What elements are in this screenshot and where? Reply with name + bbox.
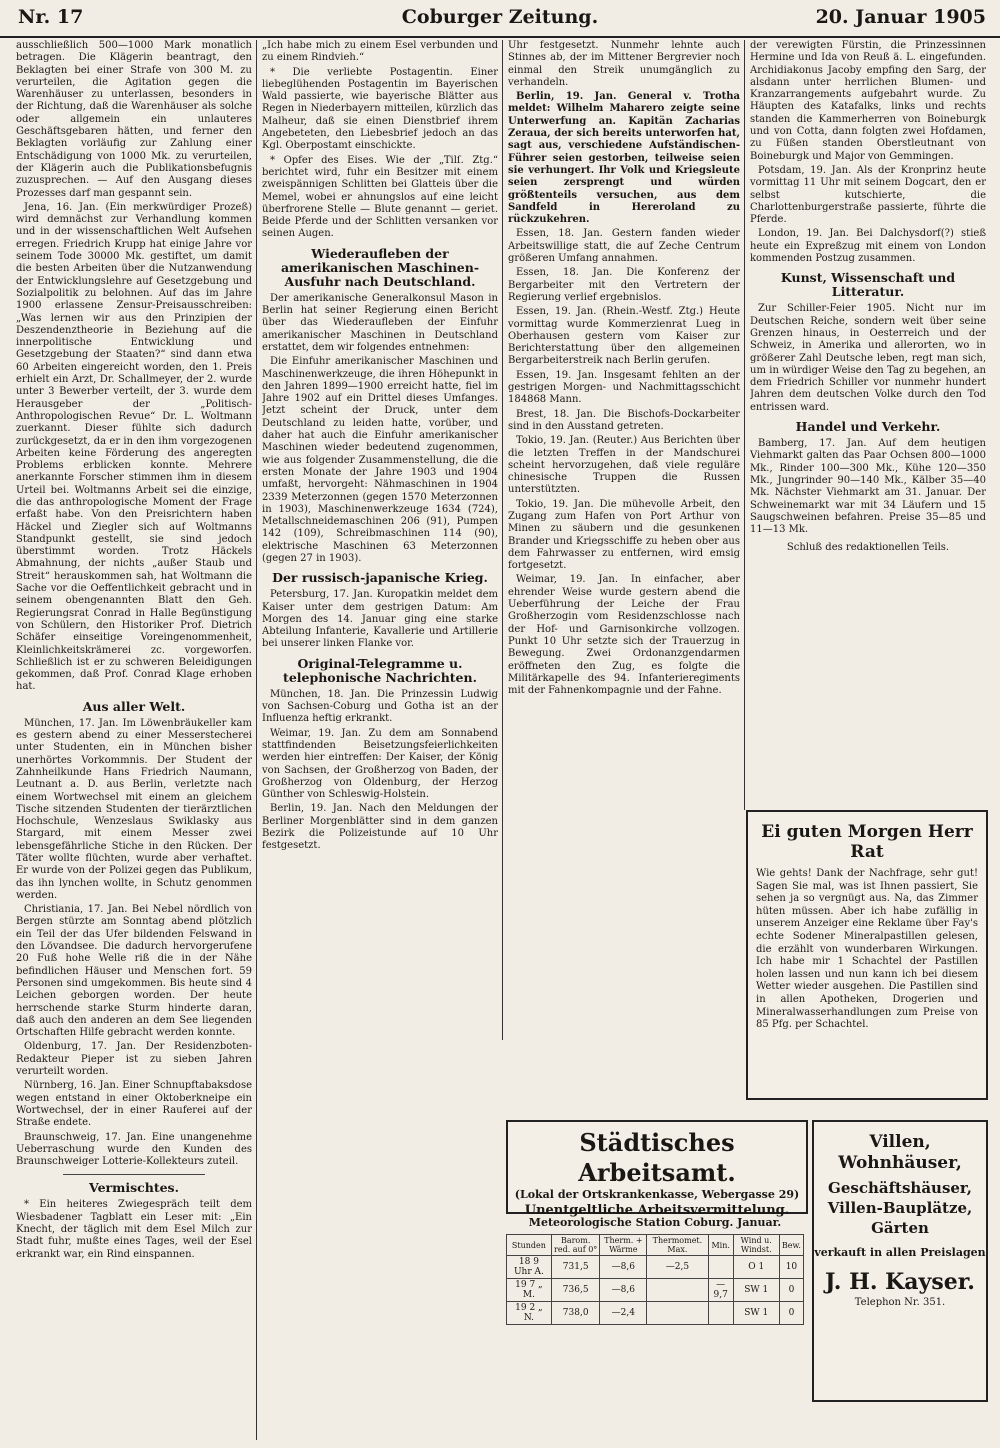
article-paragraph: Tokio, 19. Jan. Die mühevolle Arbeit, den Zugang zum Hafen von Port Arthur von Minen zu säubern und die gesunkenen Brander und Kriegsschiffe zu heben ober aus dem Fahrwasser zu entfernen, wird emsig fortgesetzt. — [508, 498, 740, 572]
article-paragraph: Essen, 18. Jan. Gestern fanden wieder Arbeitswillige statt, die auf Zeche Centrum größeren Umfang annahmen. — [508, 228, 740, 265]
article-paragraph: Berlin, 19. Jan. General v. Trotha meldet: Wilhelm Maharero zeigte seine Unterwerfung an. Kapitän Zacharias Zeraua, der sich bereits unterworfen hat, sagt aus, verschiedene Aufständischen-Führer seien gestorben, teilweise seien sie verhungert. Ihr Volk und Kriegsleute seien zersprengt und würden größtenteils versuchen, aus dem Sandfeld in Hereroland zu rückzukehren. — [508, 91, 740, 226]
article-paragraph: Potsdam, 19. Jan. Als der Kronprinz heute vormittag 11 Uhr mit seinem Dogcart, den er selbst kutschierte, die Charlottenburgerstraße passierte, führte die Pferde. — [750, 164, 986, 226]
article-paragraph: Weimar, 19. Jan. In einfacher, aber ehrender Weise wurde gestern abend die Ueberführung der Leiche der Frau Großherzogin vom Residenzschlosse nach der Hof- und Garnisonkirche vollzogen. Punkt 10 Uhr setzte sich der Trauerzug in Bewegung. Zwei Ordonanzgendarmen eröffneten den Zug, es folgte die Militärkapelle des 94. Infanterieregiments mit der Fahnenkompagnie und der Fahne. — [508, 574, 740, 697]
section-heading: Vermischtes. — [89, 1180, 179, 1196]
weather-header-cell: Wind u. Windst. — [733, 1235, 779, 1256]
column-1 — [16, 40, 252, 1440]
weather-cell: —8,6 — [600, 1279, 647, 1302]
weather-row — [507, 1302, 804, 1325]
article-paragraph: Weimar, 19. Jan. Zu dem am Sonnabend stattfindenden Beisetzungsfeierlichkeiten werden hier eintreffen: Der Kaiser, der König von Sachsen, der Großherzog von Baden, der Großherzog von Oldenburg, der Herzog Günther von Schleswig-Holstein. — [262, 727, 498, 801]
ad-realestate-line1: Villen, Wohnhäuser, — [838, 1132, 962, 1173]
weather-cell: 0 — [779, 1279, 803, 1302]
article-paragraph: Essen, 18. Jan. Die Konferenz der Bergarbeiter mit den Vertretern der Regierung verlief ergebnislos. — [508, 267, 740, 303]
weather-cell: 738,0 — [551, 1302, 600, 1325]
article-paragraph: Petersburg, 17. Jan. Kuropatkin meldet dem Kaiser unter dem gestrigen Datum: Am Morgen des 14. Januar ging eine starke Abteilung Infanterie, Kavallerie und Artillerie bei unserer linken Flanke vor. — [262, 589, 498, 650]
article-paragraph: Christiania, 17. Jan. Bei Nebel nördlich von Bergen stürzte am Sonntag abend plötzlich ein Teil der das Ufer bildenden Felswand in den Lövandsee. Die dadurch hervorgerufene 20 Fuß hohe Welle riß die in der Nähe befindlichen Häuser und Menschen fort. 59 Personen sind umgekommen. Bis heute sind 4 Leichen geborgen worden. Der heute herrschende starke Sturm hinderte daran, daß auch den anderen an dem See liegenden Ortschaften Hilfe gebracht werden konnte. — [16, 904, 252, 1039]
weather-cell: 19 2 „ N. — [507, 1302, 552, 1325]
end-of-editorial: Schluß des redaktionellen Teils. — [786, 542, 950, 554]
weather-cell: SW 1 — [733, 1302, 779, 1325]
article-paragraph: * Die verliebte Postagentin. Einer liebeglühenden Postagentin im Bayerischen Wald passierte, wie bayerische Blätter aus Regen in Niederbayern mitteilen, kürzlich das Malheur, daß sie einen Dienstbrief ihrem Angebeteten, den Liebesbrief jedoch an das Kgl. Oberpostamt einschickte. — [262, 66, 498, 152]
weather-header-cell: Therm. + Wärme — [600, 1235, 647, 1256]
article-paragraph: Die Einfuhr amerikanischer Maschinen und Maschinenwerkzeuge, die ihren Höhepunkt in den Jahren 1899—1900 erreicht hatte, fiel im Jahre 1902 auf ein Drittel dieses Umfanges. Jetzt scheint der Druck, unter dem Deutschland zu leiden hatte, vorüber, und daher hat auch die Einfuhr amerikanischer Maschinen wieder bedeutend zugenommen, wie aus folgender Zusammenstellung, die die ersten Monate der Jahre 1903 und 1904 umfaßt, hervorgeht: Nähmaschinen in 1904 2339 Meterzonnen (gegen 1570 Meterzonnen in 1903), Maschinenwerkzeuge 1634 (724), Metallschneidemaschinen 206 (91), Pumpen 142 (109), Schreibmaschinen 114 (90), elektrische Maschinen 63 Meterzonnen (gegen 27 in 1903). — [262, 356, 498, 564]
article-paragraph: Braunschweig, 17. Jan. Eine unangenehme Ueberraschung wurde den Kunden des Braunschweiger Lotterie-Kollekteurs zuteil. — [16, 1131, 252, 1168]
weather-cell: SW 1 — [733, 1279, 779, 1302]
section-heading: Der russisch-japanische Krieg. — [272, 570, 488, 586]
weather-header-cell: Barom. red. auf 0° — [551, 1235, 600, 1256]
masthead — [0, 0, 1000, 38]
article-paragraph: Jena, 16. Jan. (Ein merkwürdiger Prozeß) wird demnächst zur Verhandlung kommen und in der wissenschaftlichen Welt Aufsehen erregen. Friedrich Krupp hat einige Jahre vor seinem Tode 30000 Mk. gestiftet, um damit die besten Arbeiten über die Nutzanwendung der Entwicklungslehre auf Gesetzgebung und Sozialpolitik zu belohnen. Auf das im Jahre 1900 erlassene Zensur-Preisausschreiben: „Was lernen wir aus den Prinzipien der Deszendenztheorie in Beziehung auf die innerpolitische Entwicklung und Gesetzgebung der Staaten?“ sind dann etwa 60 Arbeiten eingereicht worden, den 1. Preis erhielt ein Arzt, Dr. Schallmeyer, der 2. wurde unter 3 Bewerber verteilt, der 3. wurde dem Herausgeber der „Politisch-Anthropologischen Revue“ Dr. L. Woltmann zuerkannt. Dieser fühlte sich dadurch zurückgesetzt, da er in den ihm vorgezogenen Arbeiten keine Förderung des angeregten Problems erblicken konnte. Mehrere anerkannte Forscher stimmen ihm in diesem Urteil bei. Woltmanns Arbeit sei die einzige, die das anthropologische Moment der Frage erfaßt habe. Von den Preisrichtern haben Häckel und Ziegler sich auf Woltmanns Standpunkt gestellt, sie sind jedoch überstimmt worden. Trotz Häckels Abmahnung, der nichts „außer Staub und Streit“ herauskommen sah, hat Woltmann die Sache vor die Oeffentlichkeit gebracht und in seinem obengenannten Blatt den Geh. Regierungsrat Conrad in Halle Begünstigung von Schülern, den Historiker Prof. Dietrich Schäfer einseitige Voreingenommenheit, Kleinlichkeitskrämerei zc. vorgeworfen. Schließlich ist er zu schweren Beleidigungen gekommen, daß Prof. Conrad Klage erhoben hat. — [16, 201, 252, 693]
weather-header-cell: Thermomet. Max. — [647, 1235, 709, 1256]
issue-date: 20. Januar 1905 — [815, 6, 986, 28]
article-paragraph: Essen, 19. Jan. Insgesamt fehlten an der gestrigen Morgen- und Nachmittagsschicht 184868 Mann. — [508, 369, 740, 406]
article-paragraph: „Ich habe mich zu einem Esel verbunden und zu einem Rindvieh.“ — [262, 40, 498, 64]
weather-header-cell: Bew. — [779, 1235, 803, 1256]
weather-cell: 736,5 — [551, 1279, 600, 1302]
weather-row — [507, 1256, 804, 1279]
ad-realestate-line2: Geschäftshäuser, Villen-Bauplätze, Gärten — [827, 1179, 973, 1237]
article-paragraph: ausschließlich 500—1000 Mark monatlich betragen. Die Klägerin beantragt, den Beklagten bei einer Strafe von 300 M. zu verurteilen, die Agitation gegen die Warenhäuser zu unterlassen, besonders in der Richtung, daß die Warenhäuser als solche oder allgemein ein unlauteres Geschäftsgebaren hätten, und ferner den Beklagten vorläufig zur Zahlung einer Entschädigung von 1000 Mk. zu verurteilen, der Klägerin auch die Publikationsbefugnis zuzusprechen. — Auf den Ausgang dieses Prozesses darf man gespannt sein. — [16, 40, 252, 199]
ad-realestate-name: J. H. Kayser. — [825, 1269, 975, 1295]
ad-arbeitsamt-tagline: Unentgeltliche Arbeitsvermittelung. — [524, 1203, 790, 1218]
article-paragraph: München, 17. Jan. Im Löwenbräukeller kam es gestern abend zu einer Messerstecherei unter Studenten, ein in München bisher unerhörtes Vorkommnis. Der Student der Zahnheilkunde Hans Friedrich Naumann, Leutnant a. D. aus Berlin, verletzte nach einem Wortwechsel mit einem an gleichem Tische sitzenden Studenten der tierärztlichen Hochschule, Wenzeslaus Swiklasky aus Stargard, mit einem Messer zwei lebensgefährliche Stiche in den Rücken. Der Täter wollte flüchten, wurde aber verhaftet. Er wurde von der Polizei gegen das Publikum, das ihn lynchen wollte, in Schutz genommen werden. — [16, 717, 252, 901]
article-paragraph: London, 19. Jan. Bei Dalchysdorf(?) stieß heute ein Expreßzug mit einem von London kommenden Postzug zusammen. — [750, 228, 986, 265]
weather-report — [506, 1216, 804, 1396]
ad-arbeitsamt-title: Städtisches Arbeitsamt. — [578, 1128, 736, 1187]
column-rule — [744, 40, 745, 810]
weather-cell: —2,4 — [600, 1302, 647, 1325]
weather-cell: 10 — [779, 1256, 803, 1279]
article-paragraph: Uhr festgesetzt. Nunmehr lehnte auch Stinnes ab, der im Mittener Bergrevier noch einmal den Streik unumgänglich zu verhandeln. — [508, 40, 740, 88]
page-number: Nr. 17 — [18, 6, 84, 28]
article-paragraph: Brest, 18. Jan. Die Bischofs-Dockarbeiter sind in den Ausstand getreten. — [508, 408, 740, 432]
ad-real-estate — [812, 1120, 988, 1402]
article-paragraph: München, 18. Jan. Die Prinzessin Ludwig von Sachsen-Coburg und Gotha ist an der Influenza heftig erkrankt. — [262, 688, 498, 725]
weather-cell: 18 9 Uhr A. — [507, 1256, 552, 1279]
weather-cell: O 1 — [733, 1256, 779, 1279]
weather-cell — [708, 1256, 733, 1279]
section-heading: Wiederaufleben der amerikanischen Maschinen-Ausfuhr nach Deutschland. — [280, 245, 480, 289]
ad-realestate-phone: Telephon Nr. 351. — [854, 1297, 946, 1308]
newspaper-title: Coburger Zeitung. — [401, 6, 599, 28]
column-2 — [262, 40, 498, 1440]
ad-arbeitsamt — [506, 1120, 808, 1218]
weather-cell: —8,6 — [600, 1256, 647, 1279]
section-heading: Kunst, Wissenschaft und Litteratur. — [780, 270, 956, 300]
article-paragraph: Essen, 19. Jan. (Rhein.-Westf. Ztg.) Heute vormittag wurde Kommerzienrat Lueg in Oberhausen gestern vom Kaiser zur Berichterstattung über den allgemeinen Bergarbeiterstreik nach Berlin gerufen. — [508, 306, 740, 367]
weather-cell: 0 — [779, 1302, 803, 1325]
weather-row — [507, 1279, 804, 1302]
article-paragraph: Oldenburg, 17. Jan. Der Residenzboten-Redakteur Pieper ist zu sieben Jahren verurteilt worden. — [16, 1041, 252, 1078]
weather-header-cell: Min. — [708, 1235, 733, 1256]
article-paragraph: Der amerikanische Generalkonsul Mason in Berlin hat seiner Regierung einen Bericht über das Wiederaufleben der Einfuhr amerikanischer Maschinen in Deutschland erstattet, dem wir folgendes entnehmen: — [262, 292, 498, 353]
article-paragraph: Zur Schiller-Feier 1905. Nicht nur im Deutschen Reiche, sondern weit über seine Grenzen hinaus, in Oesterreich und der Schweiz, in Amerika und allerorten, wo in größerer Zahl Deutsche leben, regt man sich, um in würdiger Weise den Tag zu begehen, an dem Friedrich Schiller vor nunmehr hundert Jahren dem deutschen Volke durch den Tod entrissen ward. — [750, 303, 986, 413]
ad-arbeitsamt-address: (Lokal der Ortskrankenkasse, Webergasse 29) — [514, 1188, 800, 1201]
ad-realestate-line3: verkauft in allen Preislagen — [814, 1246, 986, 1259]
weather-title: Meteorologische Station Coburg. Januar. — [528, 1216, 782, 1229]
weather-cell: —2,5 — [647, 1256, 709, 1279]
weather-cell — [708, 1302, 733, 1325]
ad-headline: Ei guten Morgen Herr Rat — [761, 822, 973, 862]
column-rule — [256, 40, 257, 1440]
weather-header-row — [507, 1235, 804, 1256]
column-4 — [750, 40, 986, 800]
weather-cell: —9,7 — [708, 1279, 733, 1302]
weather-header-cell: Stunden — [507, 1235, 552, 1256]
divider — [63, 1174, 205, 1175]
article-paragraph: Bamberg, 17. Jan. Auf dem heutigen Viehmarkt galten das Paar Ochsen 800—1000 Mk., Rinder 100—300 Mk., Kühe 120—350 Mk., Jungrinder 90—140 Mk., Kälber 35—40 Mk. Nächster Viehmarkt am 31. Januar. Der Schweinemarkt war mit 34 Läufern und 15 Saugschweinen befahren. Preise 35—85 und 11—13 Mk. — [750, 438, 986, 536]
weather-cell — [647, 1279, 709, 1302]
column-rule — [502, 40, 503, 1040]
article-paragraph: Tokio, 19. Jan. (Reuter.) Aus Berichten über die letzten Treffen in der Mandschurei scheint hervorzugehen, daß viele reguläre chinesische Truppen die Russen unterstützten. — [508, 435, 740, 496]
column-3 — [508, 40, 740, 1095]
article-paragraph: der verewigten Fürstin, die Prinzessinnen Hermine und Ida von Reuß ä. L. eingefunden. Archidiakonus Jacoby empfing den Sarg, der alsdann unter herrlichen Blumen- und Kranzarrangements aufgebahrt wurde. Zu Häupten des Katafalks, links und rechts standen die Kammerherren von Boineburgk und von Cotta, dann folgten zwei Hofdamen, zu Füßen standen Oberstleutnant von Boineburgk und Major von Gemmingen. — [750, 40, 986, 162]
article-paragraph: * Opfer des Eises. Wie der „Tilſ. Ztg.“ berichtet wird, fuhr ein Besitzer mit einem zweispännigen Schlitten bei Glatteis über die Memel, wobei er ahnungslos auf eine leicht überfrorene Stelle — Blute genannt — geriet. Beide Pferde und der Schlitten versanken vor seinen Augen. — [262, 154, 498, 240]
article-paragraph: * Ein heiteres Zwiegespräch teilt dem Wiesbadener Tagblatt ein Leser mit: „Ein Knecht, der täglich mit dem Esel Milch zur Stadt fuhr, mußte eines Tages, weil der Esel erkrankt war, ein Rind einspannen. — [16, 1199, 252, 1260]
article-paragraph: Berlin, 19. Jan. Nach den Meldungen der Berliner Morgenblätter sind in dem ganzen Bezirk die Polizeistunde auf 10 Uhr festgesetzt. — [262, 803, 498, 852]
section-heading: Aus aller Welt. — [82, 698, 186, 714]
article-paragraph: Nürnberg, 16. Jan. Einer Schnupftabaksdose wegen entstand in einer Oktoberkneipe ein Wortwechsel, der in einer Rauferei auf der Straße endete. — [16, 1080, 252, 1129]
weather-cell: 731,5 — [551, 1256, 600, 1279]
ad-mineral-pastilles — [746, 810, 988, 1100]
weather-table — [506, 1234, 804, 1325]
weather-cell: 19 7 „ M. — [507, 1279, 552, 1302]
ad-body: Wie gehts! Dank der Nachfrage, sehr gut! Sagen Sie mal, was ist Ihnen passiert, Sie sehen ja so vergnügt aus. Na, das Zimmer hüten müssen. Aber ich habe zufällig in unserem Anzeiger eine Reklame über Fay's echte Sodener Mineralpastillen gelesen, die erzählt von wunderbaren Wirkungen. Ich habe mir 1 Schachtel der Pastillen holen lassen und nun kann ich bei diesem Wetter wieder ausgehen. Die Pastillen sind in allen Apotheken, Drogerien und Mineralwasserhandlungen zum Preise von 85 Pfg. per Schachtel. — [756, 868, 978, 1031]
weather-cell — [647, 1302, 709, 1325]
section-heading: Original-Telegramme u. telephonische Nachrichten. — [283, 655, 477, 685]
section-heading: Handel und Verkehr. — [795, 419, 941, 435]
